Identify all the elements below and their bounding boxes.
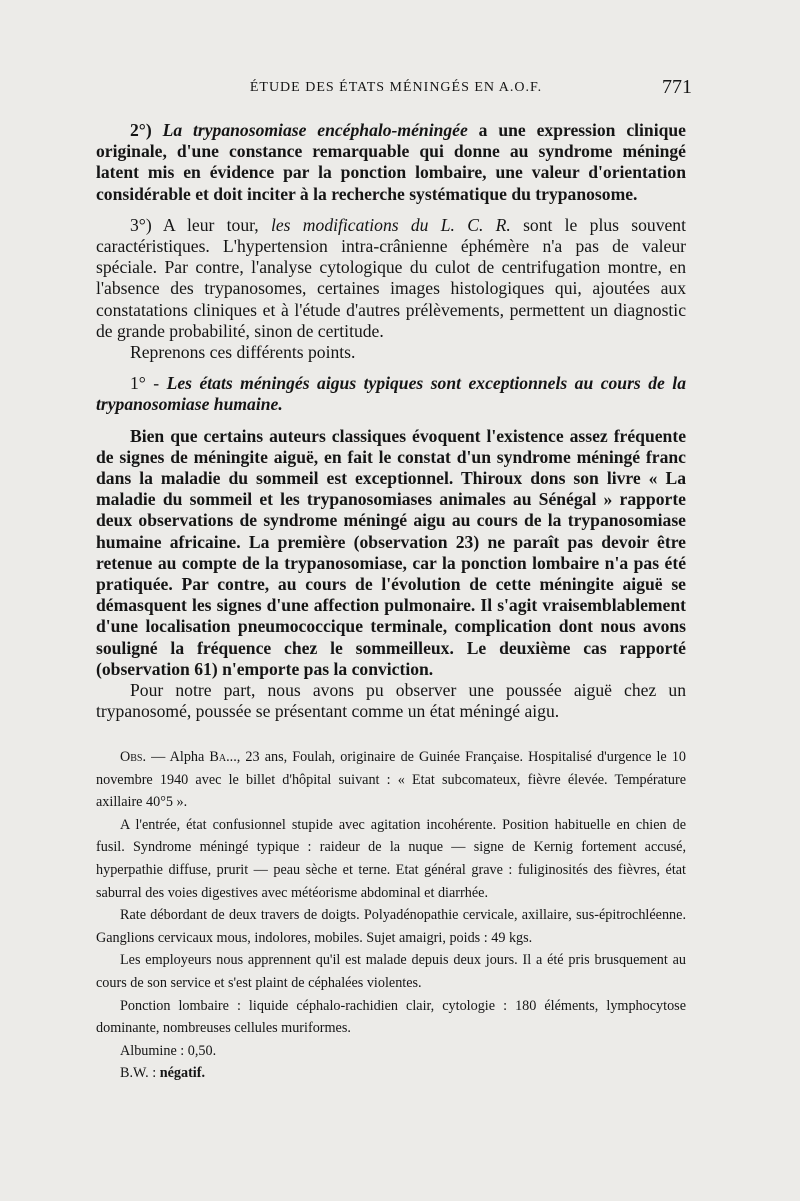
bw-value: négatif. <box>159 1065 206 1082</box>
main-text <box>96 120 686 722</box>
bw-label: B.W. : <box>120 1065 160 1082</box>
paragraph-thiroux-text: Bien que certains auteurs classiques évoquent l'existence assez fréquente de signes de méningite aiguë, en fait le constat d'un syndrome méningé franc dans la maladie du sommeil est exceptionnel. Thiroux dons son livre « La maladie du sommeil et les trypanosomiases animales au Sénégal » rapporte deux observations de syndrome méningé aigu au cours de la trypanosomiase humaine africaine. La première (observation 23) ne paraît pas devoir être retenue au compte de la trypanosomiase, car la ponction lombaire n'a pas été pratiquée. Par contre, au cours de l'évolution de cette méningite aiguë se démasquent les signes d'une affection pulmonaire. Il s'agit vraisemblablement d'une localisation pneumococcique terminale, complication dont nous avons souligné la fréquence chez le sommeilleux. Le deuxième cas rapporté (observation 61) n'emporte pas la conviction. <box>96 425 686 679</box>
paragraph-2-rest: a une expression clinique originale, d'une constance remarquable qui donne au syndrome méningé latent mis en évidence par la ponction lombaire, une valeur d'orientation considérable et doit inciter à la recherche systématique du trypanosome. <box>96 120 686 204</box>
paragraph-2-italic: La trypanosomiase encéphalo-méningée <box>162 120 468 140</box>
paragraph-3-lead: 3°) A leur tour, <box>130 214 271 235</box>
obs-paragraph-1 <box>96 746 686 814</box>
page-number: 771 <box>662 76 692 98</box>
paragraph-thiroux <box>96 426 686 680</box>
observation-block <box>96 746 686 1085</box>
obs-paragraph-5: Ponction lombaire : liquide céphalo-rachidien clair, cytologie : 180 éléments, lymphocytose dominante, nombreuses cellules muriformes. <box>96 997 686 1037</box>
paragraph-2 <box>96 120 686 205</box>
obs-paragraph-2: A l'entrée, état confusionnel stupide avec agitation incohérente. Position habituelle en chien de fusil. Syndrome méningé typique : raideur de la nuque — signe de Kernig fortement accusé, hyperpathie diffuse, prurit — peau sèche et terne. Etat général grave : fuliginosités des fièvres, état saburral des voies digestives avec météorisme abdominal et diarrhée. <box>96 816 686 901</box>
paragraph-2-lead: 2°) <box>130 120 163 140</box>
paragraph-notre-part: Pour notre part, nous avons pu observer une poussée aiguë chez un trypanosomé, poussée se présentant comme un état méningé aigu. <box>96 680 686 722</box>
obs-name: — Alpha <box>146 749 210 765</box>
heading-lead: 1° - <box>130 373 167 394</box>
obs-paragraph-7 <box>96 1062 686 1085</box>
obs-name-sc: Ba... <box>209 749 237 765</box>
obs-paragraph-4: Les employeurs nous apprennent qu'il est malade depuis deux jours. Il a été pris brusquement au cours de son service et s'est plaint de céphalées violentes. <box>96 952 686 991</box>
paragraph-3-italic: les modifications du L. C. R. <box>270 214 511 235</box>
obs-paragraph-6: Albumine : 0,50. <box>120 1042 217 1059</box>
obs-paragraph-3: Rate débordant de deux travers de doigts. Polyadénopathie cervicale, axillaire, sus-épitrochléenne. Ganglions cervicaux mous, indolores, mobiles. Sujet amaigri, poids : 49 kgs. <box>96 907 686 946</box>
paragraph-3 <box>96 215 686 342</box>
heading-italic: Les états méningés aigus typiques sont exceptionnels au cours de la trypanosomiase humaine. <box>96 373 686 415</box>
obs-label: Obs. <box>120 749 147 765</box>
paragraph-1-heading <box>96 373 686 415</box>
obs-paragraph-1-rest: , 23 ans, Foulah, originaire de Guinée Française. Hospitalisé d'urgence le 10 novembre 1940 avec le billet d'hôpital suivant : « Etat subcomateux, fièvre élevée. Température axillaire 40°5 ». <box>96 749 687 811</box>
paragraph-3-rest: sont le plus souvent caractéristiques. L'hypertension intra-crânienne éphémère n'a pas de valeur spéciale. Par contre, l'analyse cytologique du culot de centrifugation montre, en l'absence des trypanosomes, certaines images histologiques qui, ajoutées aux constatations cliniques et à l'étude d'autres prélèvements, permettent un diagnostic de grande probabilité, sinon de certitude. <box>96 214 686 341</box>
paragraph-reprenons: Reprenons ces différents points. <box>130 342 356 363</box>
running-title: ÉTUDE DES ÉTATS MÉNINGÉS EN A.O.F. <box>249 80 543 95</box>
